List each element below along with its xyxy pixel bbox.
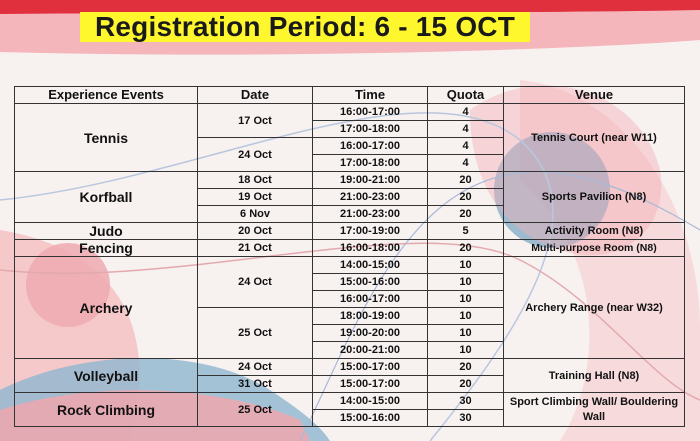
quota-cell: 30 [428, 393, 504, 410]
quota-cell: 20 [428, 240, 504, 257]
header-experience-events: Experience Events [15, 87, 198, 104]
event-rock-climbing: Rock Climbing [15, 393, 198, 427]
registration-period-title: Registration Period: 6 - 15 OCT [80, 12, 530, 42]
time-cell: 18:00-19:00 [313, 308, 428, 325]
venue-tennis: Tennis Court (near W11) [504, 104, 685, 172]
venue-volleyball: Training Hall (N8) [504, 359, 685, 393]
quota-cell: 10 [428, 257, 504, 274]
time-cell: 15:00-16:00 [313, 274, 428, 291]
quota-cell: 4 [428, 104, 504, 121]
header-date: Date [198, 87, 313, 104]
venue-fencing: Multi-purpose Room (N8) [504, 240, 685, 257]
time-cell: 20:00-21:00 [313, 342, 428, 359]
table-row [15, 172, 685, 189]
time-cell: 16:00-18:00 [313, 240, 428, 257]
date-cell: 24 Oct [198, 138, 313, 172]
venue-korfball: Sports Pavilion (N8) [504, 172, 685, 223]
table-row [15, 104, 685, 121]
quota-cell: 10 [428, 342, 504, 359]
header-time: Time [313, 87, 428, 104]
date-cell: 20 Oct [198, 223, 313, 240]
event-korfball: Korfball [15, 172, 198, 223]
date-cell: 25 Oct [198, 308, 313, 359]
time-cell: 17:00-19:00 [313, 223, 428, 240]
date-cell: 6 Nov [198, 206, 313, 223]
time-cell: 21:00-23:00 [313, 189, 428, 206]
quota-cell: 20 [428, 376, 504, 393]
event-tennis: Tennis [15, 104, 198, 172]
quota-cell: 20 [428, 172, 504, 189]
quota-cell: 5 [428, 223, 504, 240]
experience-events-table [14, 86, 685, 427]
time-cell: 16:00-17:00 [313, 104, 428, 121]
quota-cell: 10 [428, 274, 504, 291]
event-fencing: Fencing [15, 240, 198, 257]
time-cell: 16:00-17:00 [313, 291, 428, 308]
quota-cell: 30 [428, 410, 504, 427]
quota-cell: 4 [428, 155, 504, 172]
quota-cell: 4 [428, 138, 504, 155]
quota-cell: 20 [428, 206, 504, 223]
quota-cell: 10 [428, 325, 504, 342]
event-volleyball: Volleyball [15, 359, 198, 393]
date-cell: 21 Oct [198, 240, 313, 257]
date-cell: 31 Oct [198, 376, 313, 393]
quota-cell: 20 [428, 359, 504, 376]
date-cell: 24 Oct [198, 257, 313, 308]
time-cell: 21:00-23:00 [313, 206, 428, 223]
table-header-row [15, 87, 685, 104]
quota-cell: 20 [428, 189, 504, 206]
venue-archery: Archery Range (near W32) [504, 257, 685, 359]
date-cell: 24 Oct [198, 359, 313, 376]
time-cell: 15:00-17:00 [313, 359, 428, 376]
date-cell: 19 Oct [198, 189, 313, 206]
date-cell: 18 Oct [198, 172, 313, 189]
header-quota: Quota [428, 87, 504, 104]
quota-cell: 10 [428, 308, 504, 325]
venue-judo: Activity Room (N8) [504, 223, 685, 240]
date-cell: 17 Oct [198, 104, 313, 138]
time-cell: 17:00-18:00 [313, 121, 428, 138]
time-cell: 14:00-15:00 [313, 393, 428, 410]
venue-rock-climbing: Sport Climbing Wall/ Bouldering Wall [504, 393, 685, 427]
header-venue: Venue [504, 87, 685, 104]
table-row [15, 240, 685, 257]
header-accent-bar [0, 0, 700, 6]
time-cell: 19:00-20:00 [313, 325, 428, 342]
event-archery: Archery [15, 257, 198, 359]
table-row [15, 257, 685, 274]
table-row [15, 359, 685, 376]
table-row [15, 223, 685, 240]
time-cell: 16:00-17:00 [313, 138, 428, 155]
time-cell: 15:00-16:00 [313, 410, 428, 427]
time-cell: 17:00-18:00 [313, 155, 428, 172]
time-cell: 14:00-15:00 [313, 257, 428, 274]
time-cell: 19:00-21:00 [313, 172, 428, 189]
date-cell: 25 Oct [198, 393, 313, 427]
table-row [15, 393, 685, 410]
quota-cell: 10 [428, 291, 504, 308]
time-cell: 15:00-17:00 [313, 376, 428, 393]
quota-cell: 4 [428, 121, 504, 138]
event-judo: Judo [15, 223, 198, 240]
